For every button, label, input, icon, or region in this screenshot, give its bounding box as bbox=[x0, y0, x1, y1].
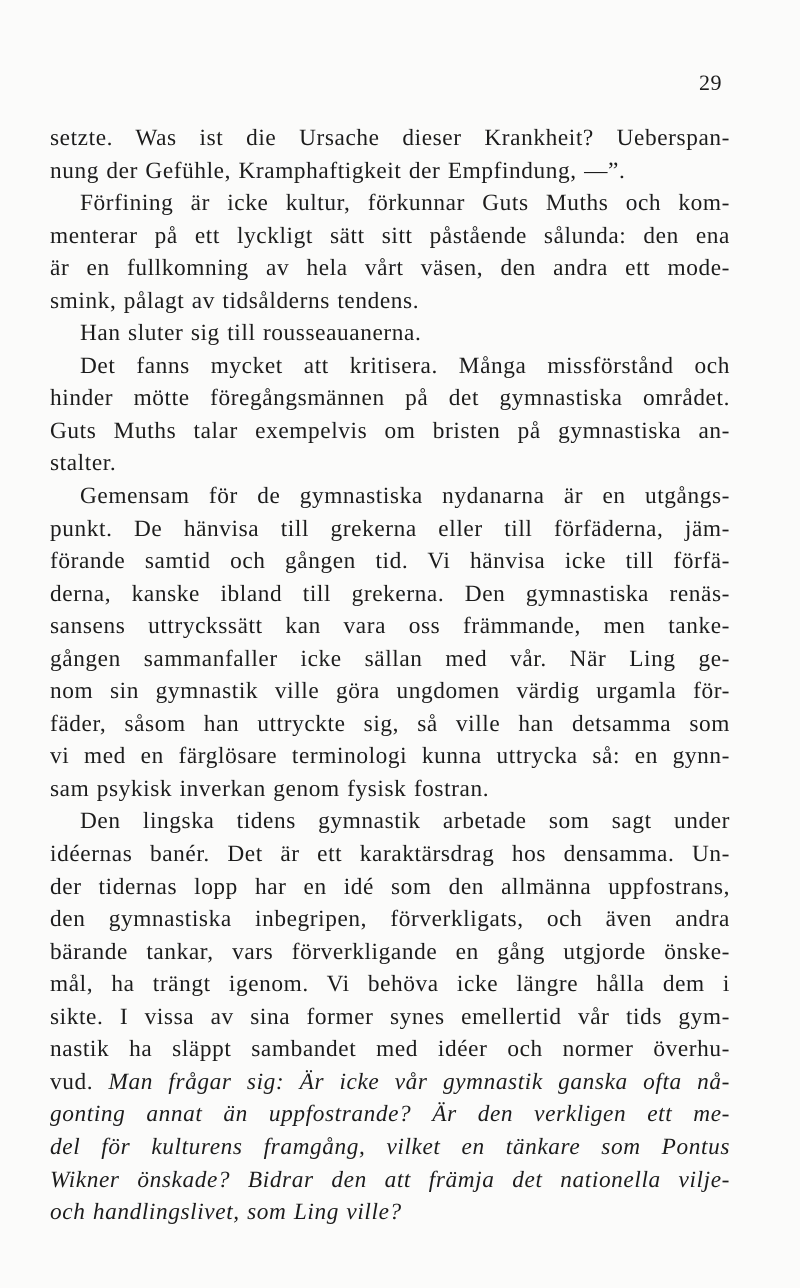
text-line: Han sluter sig till rousseauanerna. bbox=[80, 320, 422, 347]
body-text bbox=[50, 122, 730, 1229]
page-number: 29 bbox=[699, 70, 722, 95]
text-line-start: vud. bbox=[50, 1068, 94, 1095]
text-line: fäder, såsom han uttryckte sig, så ville han detsamma som bbox=[50, 710, 730, 737]
text-line: förande samtid och gången tid. Vi hänvisa icke till förfä- bbox=[50, 548, 730, 575]
text-line: bärande tankar, vars förverkligande en gång utgjorde önske- bbox=[50, 938, 730, 965]
text-line: menterar på ett lyckligt sätt sitt påstående sålunda: den ena bbox=[50, 222, 730, 249]
text-line: den gymnastiska inbegripen, förverkligats, och även andra bbox=[50, 906, 730, 933]
text-line: stalter. bbox=[50, 450, 117, 477]
text-line: smink, pålagt av tidsålderns tendens. bbox=[50, 287, 420, 314]
text-line: nung der Gefühle, Kramphaftigkeit der Empfindung, —”. bbox=[50, 157, 626, 184]
text-line: Wikner önskade? Bidrar den att främja det nationella vilje- bbox=[50, 1166, 730, 1193]
text-line: Det fanns mycket att kritisera. Många missförstånd och bbox=[80, 352, 730, 379]
text-line: gången sammanfaller icke sällan med vår. När Ling ge- bbox=[50, 645, 730, 672]
text-line: sikte. I vissa av sina former synes emellertid vår tids gym- bbox=[50, 1003, 730, 1030]
italic-text: Man frågar sig: Är icke vår gymnastik ganska ofta nå- bbox=[108, 1068, 730, 1095]
text-line: sansens uttryckssätt kan vara oss främmande, men tanke- bbox=[50, 613, 730, 640]
text-line: del för kulturens framgång, vilket en tänkare som Pontus bbox=[50, 1133, 730, 1160]
text-line: är en fullkomning av hela vårt väsen, den andra ett mode- bbox=[50, 255, 730, 282]
text-line: och handlingslivet, som Ling ville? bbox=[50, 1199, 402, 1226]
text-line: gonting annat än uppfostrande? Är den verkligen ett me- bbox=[50, 1101, 730, 1128]
text-line: hinder mötte föregångsmännen på det gymnastiska området. bbox=[50, 385, 730, 412]
text-line: vi med en färglösare terminologi kunna uttrycka så: en gynn- bbox=[50, 743, 730, 770]
text-line: Den lingska tidens gymnastik arbetade som sagt under bbox=[80, 808, 730, 835]
text-line bbox=[50, 1066, 730, 1099]
text-line: Guts Muths talar exempelvis om bristen på gymnastiska an- bbox=[50, 417, 730, 444]
text-line: setzte. Was ist die Ursache dieser Krankheit? Ueberspan- bbox=[50, 125, 730, 151]
text-line: nom sin gymnastik ville göra ungdomen värdig urgamla för- bbox=[50, 678, 730, 705]
text-line: mål, ha trängt igenom. Vi behöva icke längre hålla dem i bbox=[50, 971, 730, 998]
text-line: Gemensam för de gymnastiska nydanarna är en utgångs- bbox=[80, 483, 730, 510]
text-line: nastik ha släppt sambandet med idéer och normer överhu- bbox=[50, 1036, 730, 1063]
text-line: der tidernas lopp har en idé som den allmänna uppfostrans, bbox=[50, 873, 730, 900]
text-line: sam psykisk inverkan genom fysisk fostran. bbox=[50, 775, 490, 802]
text-line: derna, kanske ibland till grekerna. Den gymnastiska renäs- bbox=[50, 580, 730, 607]
text-line: punkt. De hänvisa till grekerna eller till förfäderna, jäm- bbox=[50, 515, 730, 542]
text-line: idéernas banér. Det är ett karaktärsdrag hos densamma. Un- bbox=[50, 841, 730, 868]
text-line: Förfining är icke kultur, förkunnar Guts Muths och kom- bbox=[80, 190, 730, 217]
